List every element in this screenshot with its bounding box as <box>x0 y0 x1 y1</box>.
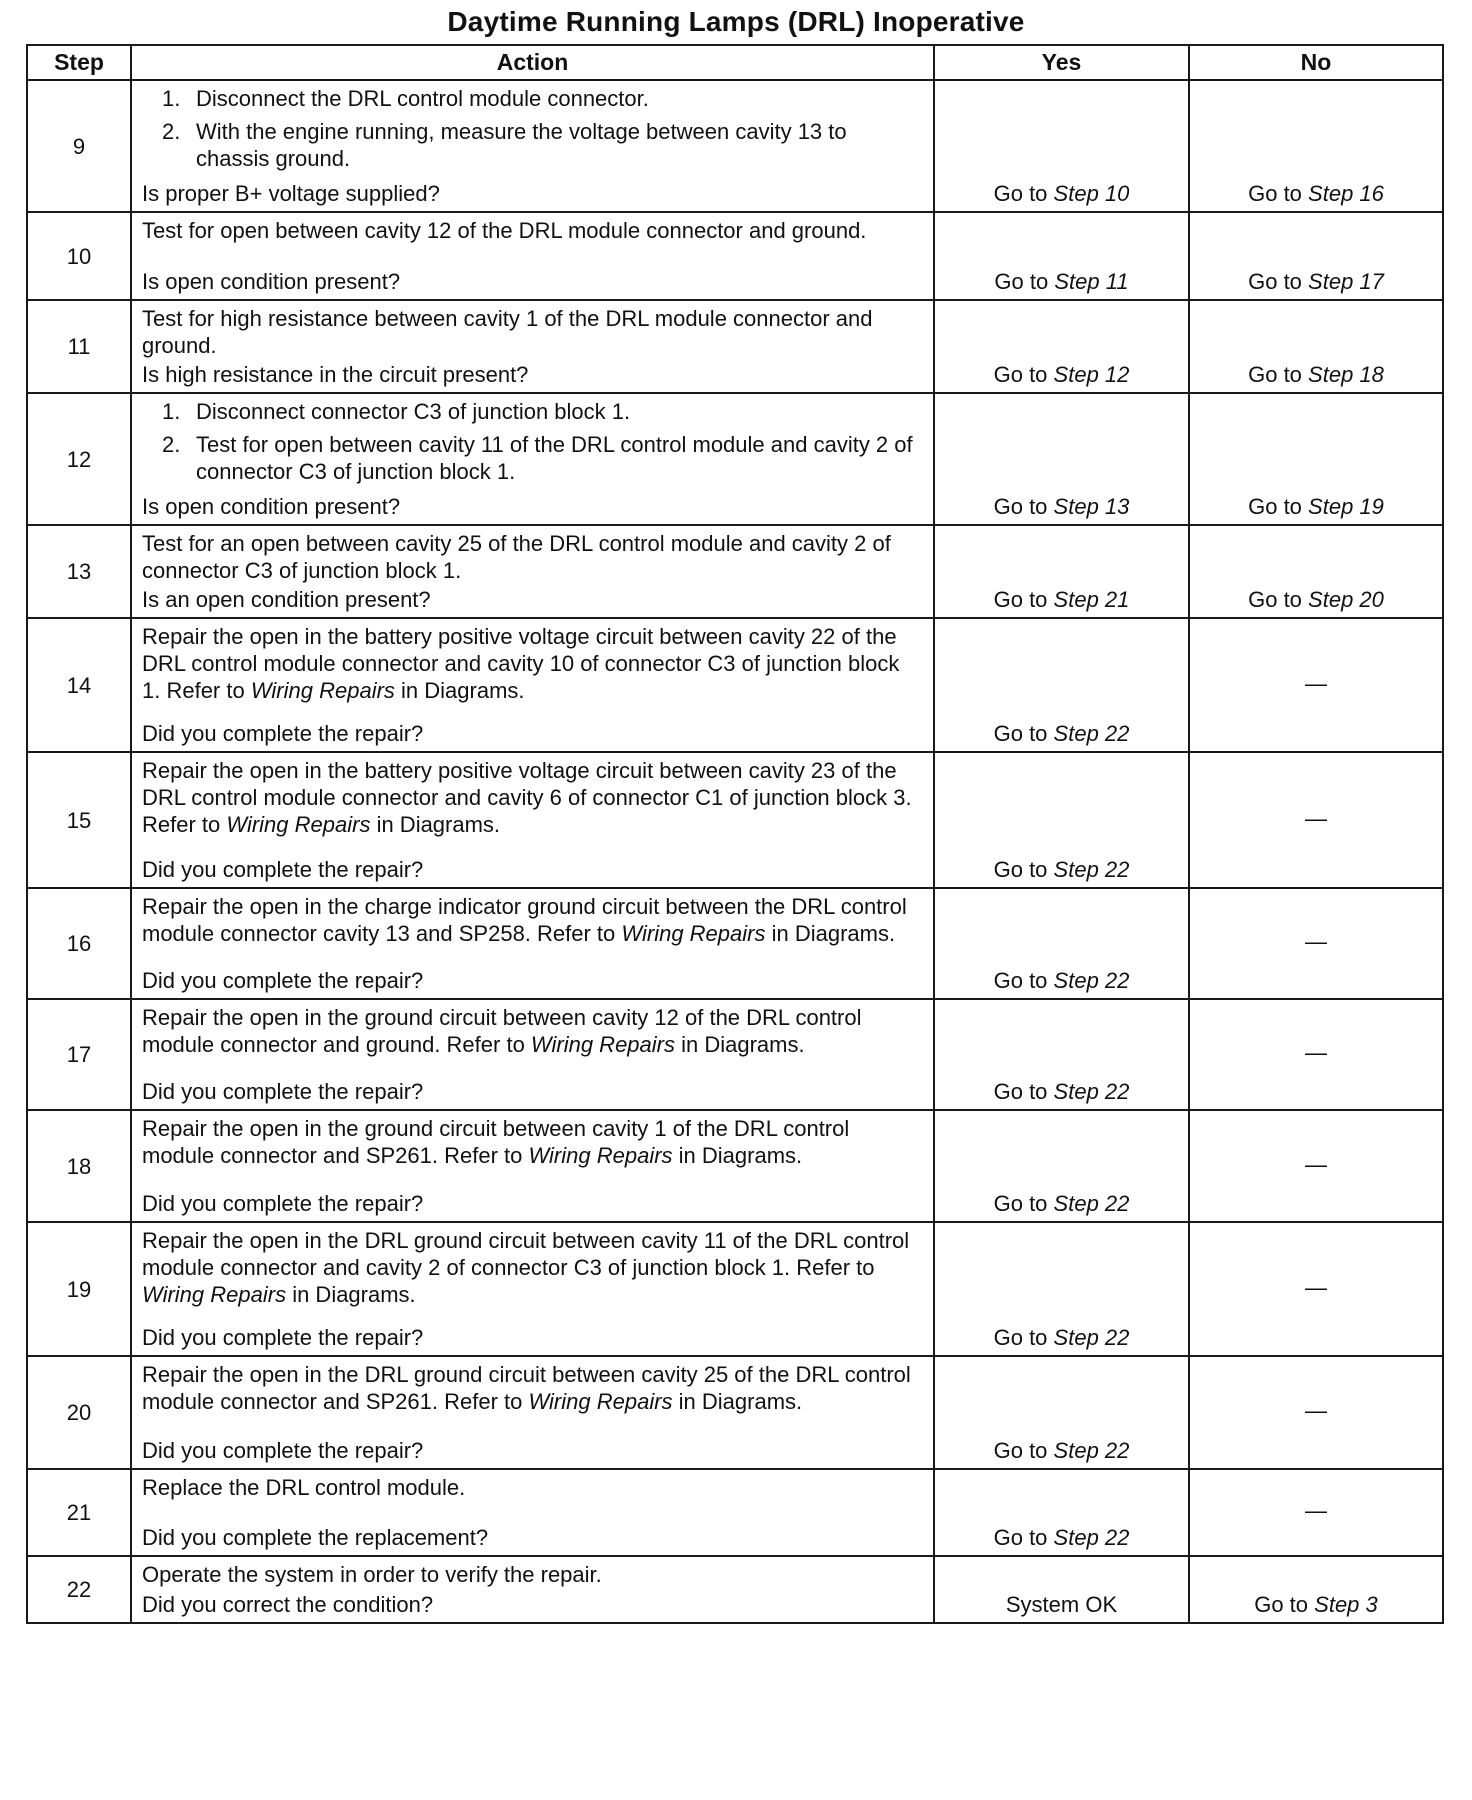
not-applicable-dash: — <box>1305 670 1327 696</box>
no-cell <box>1189 80 1443 212</box>
instruction-text <box>142 217 923 244</box>
goto-prefix: Go to <box>993 968 1048 993</box>
action-cell <box>131 752 934 888</box>
goto-link[interactable] <box>994 494 1130 519</box>
step-item-number: 1. <box>162 399 181 424</box>
header-no: No <box>1189 45 1443 80</box>
action-body <box>142 1474 923 1501</box>
header-row <box>27 45 1443 80</box>
question-text: Is proper B+ voltage supplied? <box>142 181 440 206</box>
goto-link[interactable] <box>994 1191 1130 1216</box>
header-action: Action <box>131 45 934 80</box>
step-number: 20 <box>27 1356 131 1469</box>
question-text: Did you complete the repair? <box>142 968 424 993</box>
action-cell <box>131 80 934 212</box>
no-cell <box>1189 618 1443 752</box>
table-row <box>27 752 1443 888</box>
goto-step: Step 13 <box>1053 494 1130 519</box>
action-content <box>142 1561 923 1618</box>
instruction-segment: in Diagrams. <box>370 812 501 837</box>
goto-prefix: Go to <box>993 587 1048 612</box>
action-body <box>142 1561 923 1588</box>
instruction-segment: in Diagrams. <box>765 921 896 946</box>
diagnostic-table <box>26 44 1444 1624</box>
yes-cell <box>934 1356 1189 1469</box>
spacer <box>142 1308 923 1322</box>
action-cell <box>131 1222 934 1356</box>
goto-prefix: Go to <box>993 857 1048 882</box>
question-text: Did you complete the repair? <box>142 857 424 882</box>
goto-prefix: Go to <box>993 1438 1048 1463</box>
question-text: Is high resistance in the circuit present? <box>142 362 529 387</box>
goto-prefix: Go to <box>993 1525 1048 1550</box>
question-text: Did you complete the repair? <box>142 1325 424 1350</box>
not-applicable-dash: — <box>1305 1151 1327 1177</box>
no-cell <box>1189 300 1443 393</box>
not-applicable-dash: — <box>1305 929 1327 954</box>
instruction-segment: Repair the open in the charge indicator ground circuit between the DRL control module connector cavity 13 and SP258. Refer to <box>142 894 907 946</box>
numbered-steps <box>142 398 923 485</box>
goto-prefix: Go to <box>993 1325 1048 1350</box>
no-cell <box>1189 393 1443 525</box>
yes-cell <box>934 752 1189 888</box>
goto-prefix: Go to <box>994 269 1049 294</box>
table-row <box>27 1222 1443 1356</box>
reference-link: Wiring Repairs <box>528 1143 673 1168</box>
not-applicable-dash: — <box>1305 1274 1327 1300</box>
goto-prefix: Go to <box>1248 181 1302 206</box>
action-cell <box>131 212 934 300</box>
action-content <box>142 1115 923 1217</box>
yes-cell <box>934 888 1189 999</box>
numbered-step <box>142 118 923 172</box>
instruction-segment: Repair the open in the battery positive voltage circuit between cavity 22 of the DRL control module connector and cavity 10 of connector C3 of junction block 1. Refer to <box>142 624 900 703</box>
no-cell <box>1189 1556 1443 1623</box>
goto-step: Step 22 <box>1053 857 1130 882</box>
action-cell <box>131 1110 934 1222</box>
reference-link: Wiring Repairs <box>528 1389 673 1414</box>
no-cell <box>1189 888 1443 999</box>
yes-cell <box>934 1556 1189 1623</box>
action-content <box>142 757 923 883</box>
action-body <box>142 217 923 244</box>
goto-step: Step 3 <box>1314 1592 1378 1617</box>
numbered-step <box>142 431 923 485</box>
table-row <box>27 1556 1443 1623</box>
table-row <box>27 80 1443 212</box>
goto-step: Step 10 <box>1053 181 1130 206</box>
spacer <box>142 1501 923 1522</box>
action-cell <box>131 525 934 618</box>
goto-prefix: Go to <box>1248 587 1302 612</box>
goto-step: Step 22 <box>1053 1079 1130 1104</box>
step-number: 17 <box>27 999 131 1110</box>
step-number: 16 <box>27 888 131 999</box>
question-text: Is an open condition present? <box>142 587 431 612</box>
no-cell <box>1189 525 1443 618</box>
goto-step: Step 22 <box>1053 1325 1130 1350</box>
goto-link[interactable] <box>1248 587 1384 612</box>
goto-link[interactable] <box>1248 269 1384 294</box>
question-text: Did you complete the repair? <box>142 1079 424 1104</box>
goto-step: Step 16 <box>1308 181 1384 206</box>
yes-cell <box>934 1110 1189 1222</box>
no-cell <box>1189 1110 1443 1222</box>
goto-prefix: Go to <box>1254 1592 1309 1617</box>
step-item-text: With the engine running, measure the voltage between cavity 13 to chassis ground. <box>196 119 847 171</box>
question-text: Did you correct the condition? <box>142 1592 434 1617</box>
reference-link: Wiring Repairs <box>621 921 766 946</box>
goto-prefix: Go to <box>993 1079 1048 1104</box>
action-content <box>142 1227 923 1351</box>
action-content <box>142 1474 923 1551</box>
numbered-steps <box>142 85 923 172</box>
table-row <box>27 300 1443 393</box>
question-text: Did you complete the repair? <box>142 721 424 746</box>
spacer <box>142 1588 923 1589</box>
goto-step: Step 19 <box>1308 494 1384 519</box>
spacer <box>142 704 923 718</box>
action-body <box>142 757 923 838</box>
table-header <box>27 45 1443 80</box>
spacer <box>142 1058 923 1076</box>
question-text: Did you complete the repair? <box>142 1191 424 1216</box>
goto-prefix: Go to <box>1248 494 1302 519</box>
step-number: 15 <box>27 752 131 888</box>
goto-step: Step 12 <box>1053 362 1130 387</box>
spacer <box>142 244 923 266</box>
instruction-text <box>142 893 923 947</box>
instruction-text <box>142 1004 923 1058</box>
goto-step: Step 22 <box>1053 721 1130 746</box>
goto-prefix: Go to <box>993 1191 1048 1216</box>
table-row <box>27 1469 1443 1556</box>
goto-link[interactable] <box>994 968 1130 993</box>
goto-step: Step 11 <box>1054 269 1129 294</box>
goto-link[interactable] <box>1248 181 1384 206</box>
goto-step: Step 22 <box>1053 1191 1130 1216</box>
instruction-text <box>142 757 923 838</box>
action-cell <box>131 1469 934 1556</box>
spacer <box>142 1169 923 1188</box>
instruction-segment: Operate the system in order to verify the repair. <box>142 1562 602 1587</box>
table-row <box>27 393 1443 525</box>
table-row <box>27 618 1443 752</box>
action-body <box>142 1004 923 1058</box>
instruction-segment: in Diagrams. <box>675 1032 805 1057</box>
goto-link[interactable] <box>994 362 1130 387</box>
instruction-segment: in Diagrams. <box>672 1143 803 1168</box>
step-item-text: Disconnect the DRL control module connector. <box>196 86 649 111</box>
step-number: 18 <box>27 1110 131 1222</box>
question-text: Did you complete the repair? <box>142 1438 424 1463</box>
action-content <box>142 623 923 747</box>
goto-step: Step 21 <box>1053 587 1130 612</box>
no-cell <box>1189 212 1443 300</box>
action-body <box>142 398 923 491</box>
goto-step: Step 18 <box>1308 362 1384 387</box>
instruction-text <box>142 530 923 584</box>
action-cell <box>131 888 934 999</box>
table-row <box>27 1356 1443 1469</box>
goto-prefix: Go to <box>993 721 1048 746</box>
action-cell <box>131 999 934 1110</box>
instruction-segment: Test for high resistance between cavity 1 of the DRL module connector and ground. <box>142 306 873 358</box>
no-cell <box>1189 999 1443 1110</box>
goto-link[interactable] <box>994 269 1128 294</box>
goto-prefix: Go to <box>1248 269 1302 294</box>
question-text: Is open condition present? <box>142 269 401 294</box>
goto-link[interactable] <box>994 1079 1130 1104</box>
yes-cell <box>934 618 1189 752</box>
step-item-number: 1. <box>162 86 181 111</box>
instruction-segment: Repair the open in the ground circuit between cavity 12 of the DRL control module connector and ground. Refer to <box>142 1005 862 1057</box>
goto-link[interactable] <box>994 1525 1130 1550</box>
instruction-segment: Repair the open in the battery positive voltage circuit between cavity 23 of the DRL control module connector and cavity 6 of connector C1 of junction block 3. Refer to <box>142 758 912 837</box>
table-row <box>27 1110 1443 1222</box>
not-applicable-dash: — <box>1305 1498 1327 1523</box>
step-item-text: Disconnect connector C3 of junction block 1. <box>196 399 631 424</box>
step-number: 9 <box>27 80 131 212</box>
instruction-text <box>142 1561 923 1588</box>
yes-cell <box>934 1222 1189 1356</box>
numbered-step <box>142 398 923 425</box>
no-cell <box>1189 752 1443 888</box>
step-number: 19 <box>27 1222 131 1356</box>
no-cell <box>1189 1469 1443 1556</box>
action-cell <box>131 1556 934 1623</box>
table-body <box>27 80 1443 1623</box>
yes-cell <box>934 393 1189 525</box>
step-number: 12 <box>27 393 131 525</box>
yes-cell <box>934 212 1189 300</box>
no-cell <box>1189 1222 1443 1356</box>
question-text: Is open condition present? <box>142 494 401 519</box>
step-number: 13 <box>27 525 131 618</box>
numbered-step <box>142 85 923 112</box>
not-applicable-dash: — <box>1305 805 1327 831</box>
goto-prefix: Go to <box>1248 362 1302 387</box>
step-item-number: 2. <box>162 432 181 457</box>
goto-link[interactable] <box>994 1325 1130 1350</box>
action-body <box>142 1115 923 1169</box>
instruction-segment: Repair the open in the ground circuit between cavity 1 of the DRL control module connector and SP261. Refer to <box>142 1116 850 1168</box>
goto-link[interactable] <box>1248 362 1384 387</box>
goto-link[interactable] <box>1254 1592 1378 1617</box>
goto-step: Step 22 <box>1053 1438 1130 1463</box>
goto-step: Step 22 <box>1053 968 1130 993</box>
action-content <box>142 305 923 388</box>
table-row <box>27 999 1443 1110</box>
action-body <box>142 85 923 178</box>
table-row <box>27 888 1443 999</box>
table-row <box>27 525 1443 618</box>
no-cell <box>1189 1356 1443 1469</box>
reference-link: Wiring Repairs <box>530 1032 675 1057</box>
yes-cell <box>934 80 1189 212</box>
yes-cell <box>934 525 1189 618</box>
result-text: System OK <box>1005 1592 1118 1617</box>
goto-link[interactable] <box>994 181 1130 206</box>
instruction-segment: Test for open between cavity 12 of the DRL module connector and ground. <box>142 218 867 243</box>
instruction-text <box>142 305 923 359</box>
action-body <box>142 893 923 947</box>
reference-link: Wiring Repairs <box>250 678 395 703</box>
spacer <box>142 838 923 854</box>
action-content <box>142 398 923 520</box>
header-yes: Yes <box>934 45 1189 80</box>
action-content <box>142 217 923 295</box>
goto-prefix: Go to <box>993 181 1048 206</box>
instruction-segment: Repair the open in the DRL ground circuit between cavity 25 of the DRL control module connector and SP261. Refer to <box>142 1362 911 1414</box>
goto-prefix: Go to <box>993 494 1048 519</box>
action-cell <box>131 393 934 525</box>
action-body <box>142 623 923 704</box>
action-body <box>142 530 923 584</box>
not-applicable-dash: — <box>1305 1398 1327 1423</box>
header-step: Step <box>27 45 131 80</box>
instruction-text <box>142 1227 923 1308</box>
step-number: 10 <box>27 212 131 300</box>
question-text: Did you complete the replacement? <box>142 1525 489 1550</box>
goto-link[interactable] <box>994 587 1130 612</box>
action-body <box>142 305 923 359</box>
goto-step: Step 22 <box>1053 1525 1130 1550</box>
step-number: 11 <box>27 300 131 393</box>
goto-prefix: Go to <box>993 362 1048 387</box>
yes-cell <box>934 300 1189 393</box>
instruction-segment: in Diagrams. <box>672 1389 803 1414</box>
instruction-segment: Repair the open in the DRL ground circuit between cavity 11 of the DRL control module connector and cavity 2 of connector C3 of junction block 1. Refer to <box>142 1228 910 1280</box>
goto-link[interactable] <box>994 857 1130 882</box>
spacer <box>142 947 923 965</box>
spacer <box>142 1415 923 1435</box>
action-content <box>142 530 923 613</box>
instruction-text <box>142 1115 923 1169</box>
reference-link: Wiring Repairs <box>226 812 371 837</box>
instruction-segment: in Diagrams. <box>286 1282 416 1307</box>
action-cell <box>131 1356 934 1469</box>
instruction-segment: Test for an open between cavity 25 of the DRL control module and cavity 2 of connector C3 of junction block 1. <box>142 531 891 583</box>
goto-link[interactable] <box>994 721 1130 746</box>
step-item-text: Test for open between cavity 11 of the DRL control module and cavity 2 of connector C3 of junction block 1. <box>196 432 913 484</box>
instruction-segment: Replace the DRL control module. <box>142 1475 466 1500</box>
goto-link[interactable] <box>1248 494 1384 519</box>
goto-link[interactable] <box>994 1438 1130 1463</box>
step-item-number: 2. <box>162 119 181 144</box>
action-content <box>142 85 923 207</box>
step-number: 14 <box>27 618 131 752</box>
goto-step: Step 20 <box>1308 587 1384 612</box>
instruction-text <box>142 1474 923 1501</box>
table-row <box>27 212 1443 300</box>
page-title: Daytime Running Lamps (DRL) Inoperative <box>447 6 1025 37</box>
instruction-text <box>142 623 923 704</box>
step-number: 21 <box>27 1469 131 1556</box>
instruction-text <box>142 1361 923 1415</box>
yes-cell <box>934 999 1189 1110</box>
action-content <box>142 893 923 994</box>
action-cell <box>131 618 934 752</box>
yes-cell <box>934 1469 1189 1556</box>
action-content <box>142 1004 923 1105</box>
goto-step: Step 17 <box>1308 269 1384 294</box>
not-applicable-dash: — <box>1305 1040 1327 1065</box>
action-cell <box>131 300 934 393</box>
instruction-segment: in Diagrams. <box>394 678 525 703</box>
action-content <box>142 1361 923 1464</box>
action-body <box>142 1227 923 1308</box>
action-body <box>142 1361 923 1415</box>
step-number: 22 <box>27 1556 131 1623</box>
reference-link: Wiring Repairs <box>142 1282 287 1307</box>
